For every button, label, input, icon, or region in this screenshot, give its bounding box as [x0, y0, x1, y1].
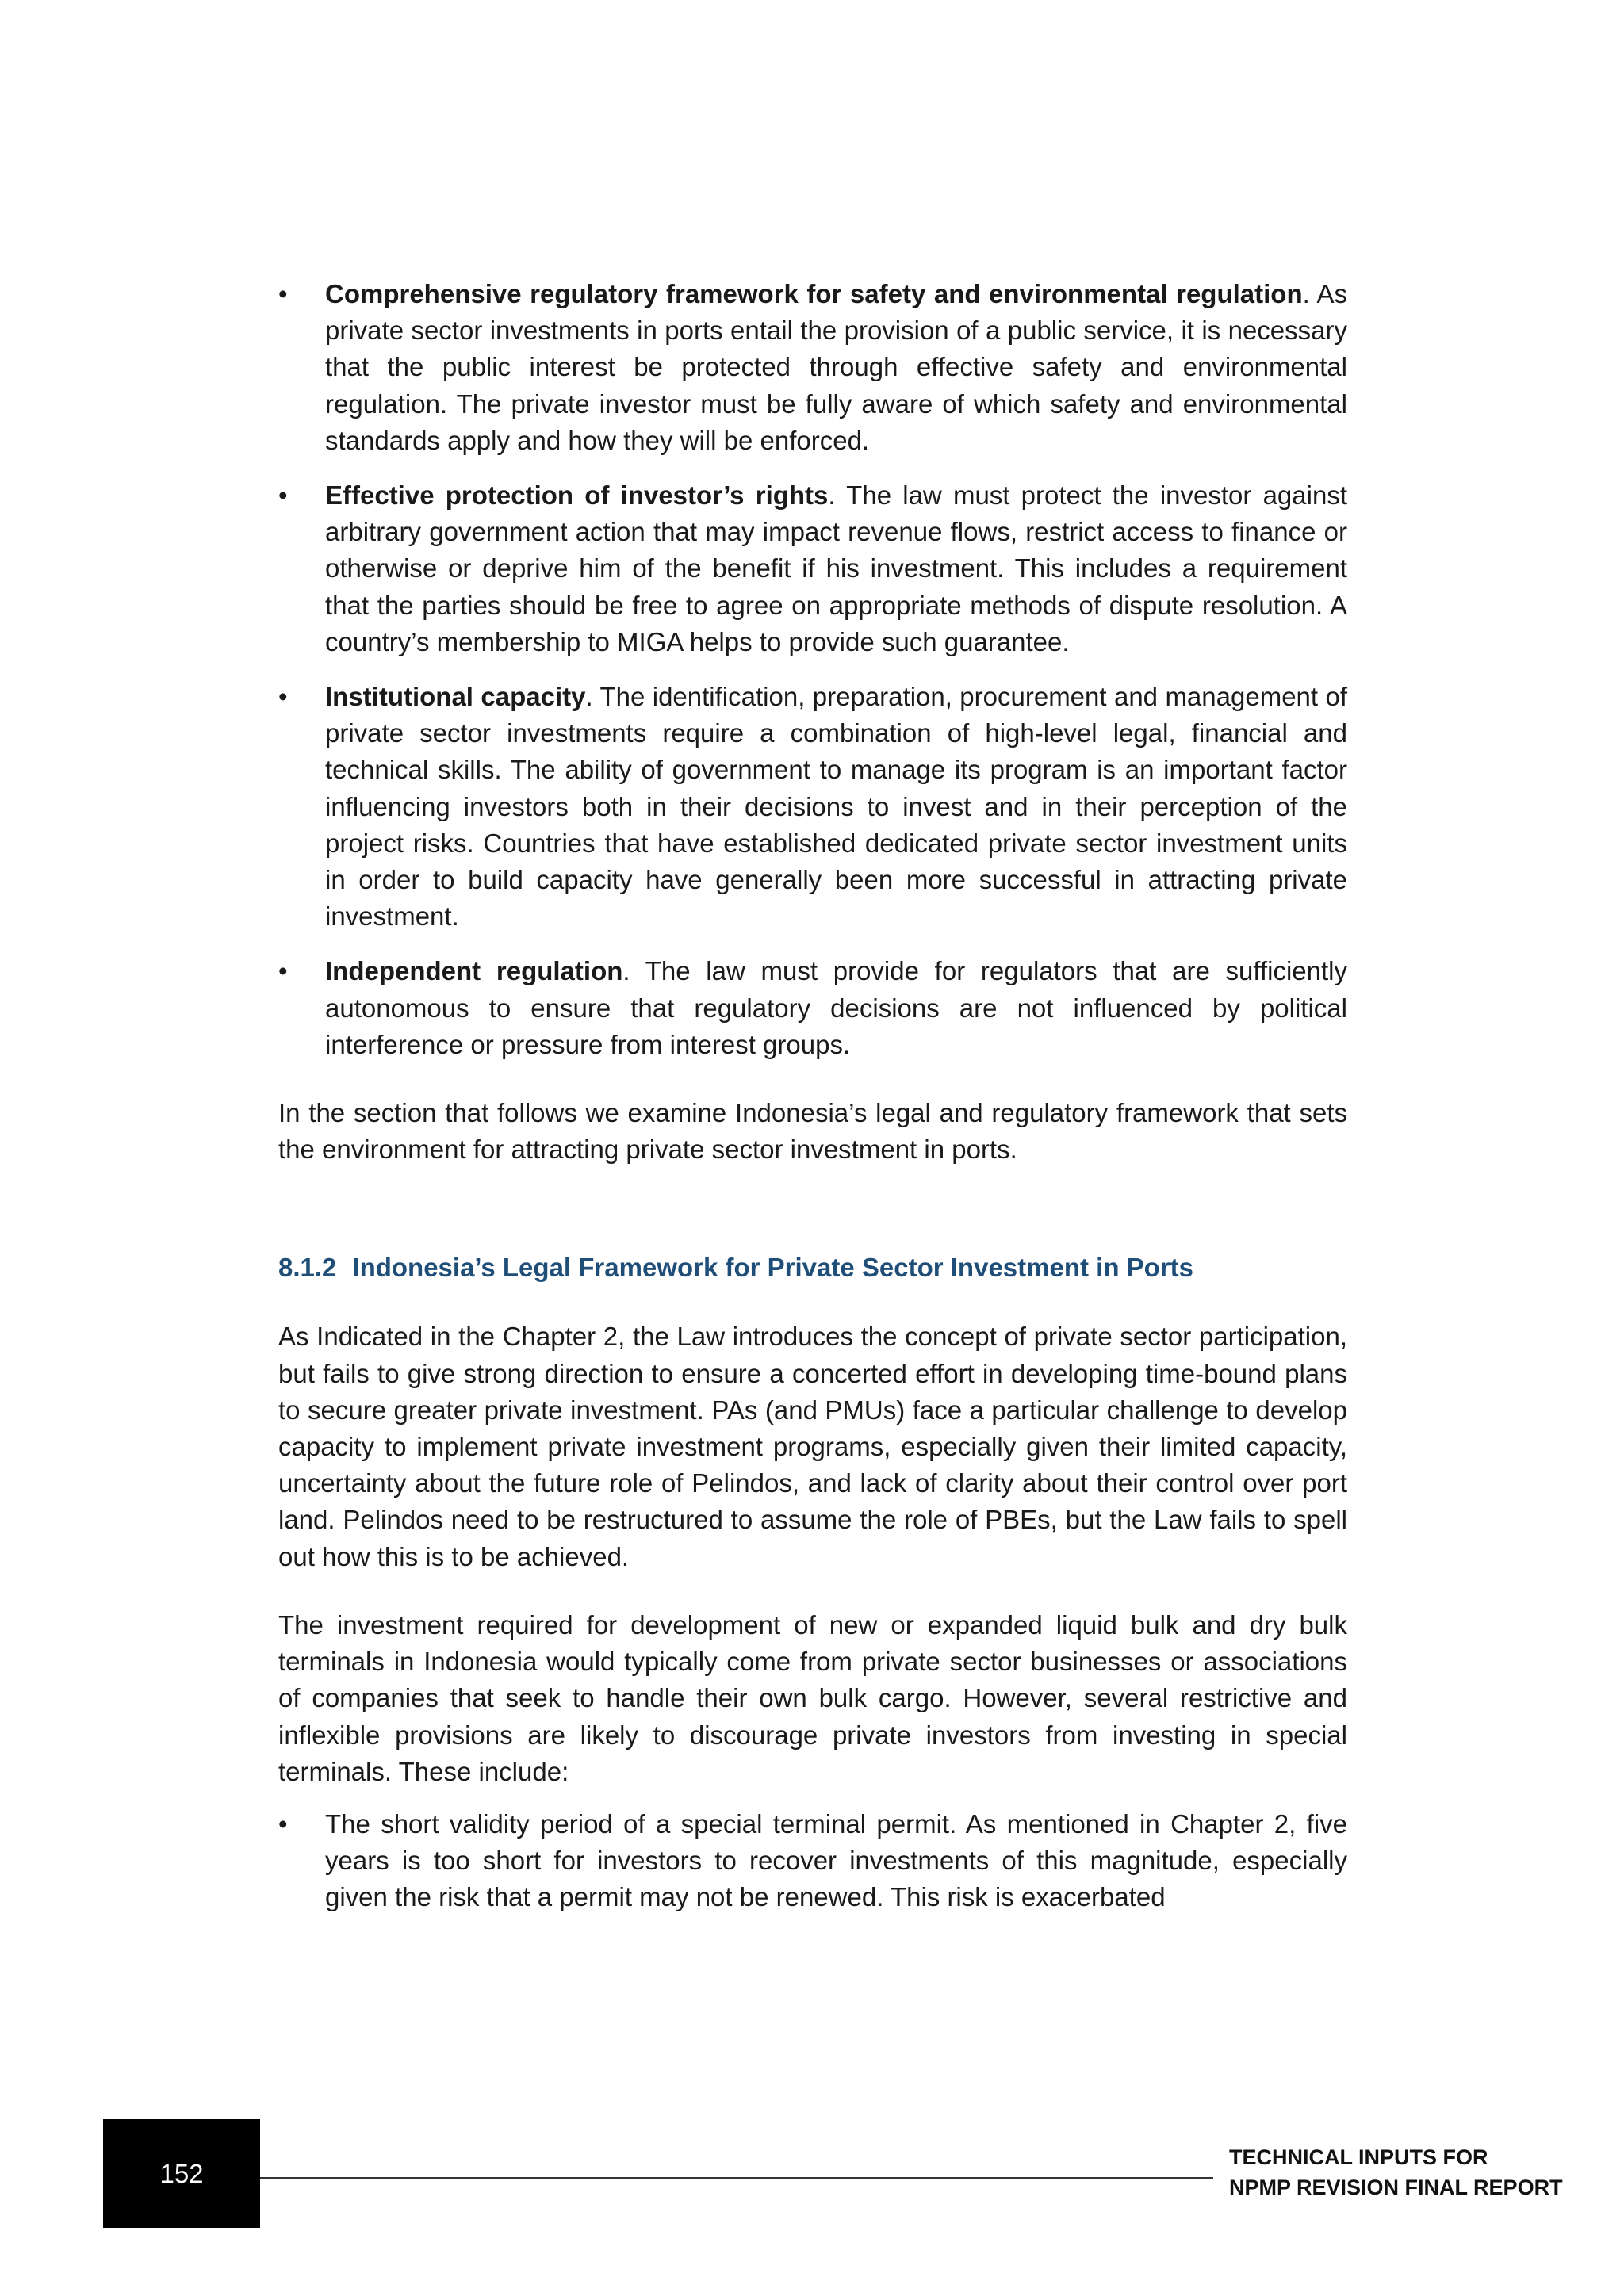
list-item-text: . The identification, preparation, procurement and management of private sector investments require a combination of high-level legal, financial and technical skills. The ability of government to manage its program is an important factor influencing investors both in their decisions to invest and in their perception of the project risks. Countries that have established dedicated private sector investment units in order to build capacity have generally been more successful in attracting private investment. [325, 682, 1347, 932]
key-factors-list [278, 276, 1347, 1063]
list-item-title: Effective protection of investor’s rights [325, 480, 829, 511]
footer-title-line-1: TECHNICAL INPUTS FOR [1229, 2145, 1488, 2169]
page-number [103, 2119, 260, 2228]
list-item-title: Independent regulation [325, 956, 623, 986]
footer-title-line-2: NPMP REVISION FINAL REPORT [1229, 2175, 1563, 2199]
list-item-text: The short validity period of a special terminal permit. As mentioned in Chapter 2, five years is too short for investors to recover investments of this magnitude, especially given the risk that a permit may not be renewed. This risk is exacerbated [325, 1808, 1347, 1912]
list-item-title: Institutional capacity [325, 682, 586, 712]
list-item-text: . The law must protect the investor against arbitrary government action that may impact revenue flows, restrict access to finance or otherwise or deprive him of the benefit if his investment. This includes a requirement that the parties should be free to agree on appropriate methods of dispute resolution. A country’s membership to MIGA helps to provide such guarantee. [325, 480, 1347, 656]
section-heading [278, 1249, 1347, 1286]
footer-divider [260, 2177, 1213, 2179]
intro-paragraph: In the section that follows we examine Indonesia’s legal and regulatory framework that sets the environment for attracting private sector investment in ports. [278, 1098, 1347, 1165]
list-item-title: Comprehensive regulatory framework for safety and environmental regulation [325, 279, 1303, 308]
list-item [278, 477, 1347, 660]
footer-report-title [1229, 2142, 1563, 2202]
restrictions-list [278, 1806, 1347, 1916]
section-title: Indonesia’s Legal Framework for Private Sector Investment in Ports [352, 1253, 1193, 1283]
list-item-text: . As private sector investments in ports entail the provision of a public service, it is necessary that the public interest be protected through effective safety and environmental regulation. The private investor must be fully aware of which safety and environmental standards apply and how they will be enforced. [325, 279, 1347, 455]
section-number: 8.1.2 [278, 1253, 337, 1283]
list-item [278, 679, 1347, 935]
page-number-text: 152 [159, 2158, 204, 2188]
list-item-text: . The law must provide for regulators that are sufficiently autonomous to ensure that regulatory decisions are not influenced by political interference or pressure from interest groups. [325, 956, 1347, 1059]
body-paragraph: The investment required for development of new or expanded liquid bulk and dry bulk terminals in Indonesia would typically come from private sector businesses or associations of companies that seek to handle their own bulk cargo. However, several restrictive and inflexible provisions are likely to discourage private investors from investing in special terminals. These include: [278, 1609, 1347, 1786]
list-item [278, 1806, 1347, 1916]
list-item [278, 276, 1347, 459]
list-item [278, 953, 1347, 1063]
page-body [278, 276, 1347, 1916]
body-paragraph: As Indicated in the Chapter 2, the Law introduces the concept of private sector participation, but fails to give strong direction to ensure a concerted effort in developing time-bound plans to secure greater private investment. PAs (and PMUs) face a particular challenge to develop capacity to implement private investment programs, especially given their limited capacity, uncertainty about the future role of Pelindos, and lack of clarity about their control over port land. Pelindos need to be restructured to assume the role of PBEs, but the Law fails to spell out how this is to be achieved. [278, 1322, 1347, 1571]
